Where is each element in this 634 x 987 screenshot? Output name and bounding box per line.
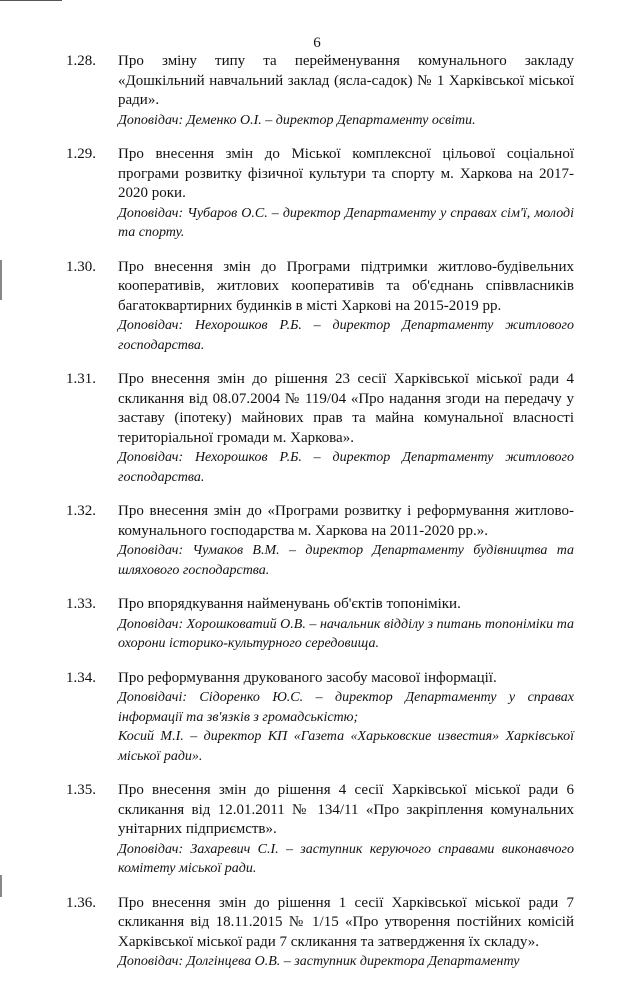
- item-number: 1.34.: [66, 669, 96, 686]
- agenda-item: [66, 781, 574, 879]
- item-title: Про впорядкування найменувань об'єктів топоніміки.: [118, 596, 461, 612]
- scan-edge-mark: [0, 260, 2, 300]
- item-number: 1.36.: [66, 894, 96, 911]
- scan-edge-mark: [0, 875, 2, 897]
- item-body: [118, 595, 574, 654]
- item-speaker: Косий М.І. – директор КП «Газета «Харьковские известия» Харківської міської ради».: [118, 729, 574, 764]
- item-number: 1.35.: [66, 782, 96, 798]
- item-number: 1.31.: [66, 371, 96, 387]
- item-body: [118, 894, 574, 972]
- item-title: Про зміну типу та перейменування комунального закладу «Дошкільний навчальний заклад (ясла-садок) № 1 Харківської міської ради».: [118, 53, 574, 108]
- item-number: 1.33.: [66, 596, 96, 612]
- item-body: [118, 669, 574, 767]
- item-speaker: Доповідач: Долгінцева О.В. – заступник директора Департаменту: [118, 954, 520, 969]
- top-rule: [0, 0, 62, 1]
- agenda-item: [66, 145, 574, 243]
- agenda-item: [66, 502, 574, 580]
- item-body: [118, 52, 574, 130]
- item-title: Про внесення змін до рішення 4 сесії Харківської міської ради 6 скликання від 12.01.2011 № 134/11 «Про закріплення комунальних унітарних підприємств».: [118, 782, 574, 837]
- agenda-item: [66, 669, 574, 767]
- agenda-list: [66, 52, 574, 987]
- item-title: Про внесення змін до «Програми розвитку і реформування житлово-комунального господарства м. Харкова на 2011-2020 рр.».: [118, 503, 574, 539]
- item-number: 1.30.: [66, 258, 96, 275]
- item-number: 1.28.: [66, 53, 96, 69]
- item-body: [118, 258, 574, 356]
- item-title: Про реформування друкованого засобу масової інформації.: [118, 669, 497, 686]
- item-title: Про внесення змін до Програми підтримки житлово-будівельних кооперативів, житлових кооперативів та об'єднань співвласників багатоквартирних будинків в місті Харкові на 2015-2019 рр.: [118, 258, 574, 314]
- item-speaker: Доповідач: Нехорошков Р.Б. – директор Департаменту житлового господарства.: [118, 318, 574, 353]
- item-speaker: Доповідач: Чубаров О.С. – директор Департаменту у справах сім'ї, молоді та спорту.: [118, 205, 574, 240]
- item-number: 1.32.: [66, 503, 96, 519]
- item-speaker: Доповідач: Нехорошков Р.Б. – директор Департаменту житлового господарства.: [118, 450, 574, 485]
- item-speaker: Доповідач: Хорошковатий О.В. – начальник відділу з питань топоніміки та охорони історико-культурного середовища.: [118, 616, 574, 651]
- item-title: Про внесення змін до Міської комплексної цільової соціальної програми розвитку фізичної культури та спорту м. Харкова на 2017-2020 роки.: [118, 146, 574, 201]
- agenda-item: [66, 52, 574, 130]
- agenda-item: [66, 595, 574, 654]
- item-title: Про внесення змін до рішення 23 сесії Харківської міської ради 4 скликання від 08.07.2004 № 119/04 «Про надання згоди на передачу у заставу (іпотеку) майнових прав та майна комунальної власності територіальної громади м. Харкова».: [118, 371, 574, 446]
- item-body: [118, 370, 574, 487]
- item-body: [118, 781, 574, 879]
- item-body: [118, 502, 574, 580]
- item-body: [118, 145, 574, 243]
- item-title: Про внесення змін до рішення 1 сесії Харківської міської ради 7 скликання від 18.11.2015 № 1/15 «Про утворення постійних комісій Харківської міської ради 7 скликання та затвердження їх складу».: [118, 894, 574, 950]
- agenda-item: [66, 370, 574, 487]
- agenda-item: [66, 258, 574, 356]
- item-number: 1.29.: [66, 146, 96, 162]
- item-speaker: Доповідач: Захаревич С.І. – заступник керуючого справами виконавчого комітету міської ради.: [118, 841, 574, 876]
- page-number: 6: [313, 35, 321, 51]
- item-speaker: Доповідач: Чумаков В.М. – директор Департаменту будівництва та шляхового господарства.: [118, 543, 574, 578]
- item-speaker: Доповідачі: Сідоренко Ю.С. – директор Департаменту у справах інформації та зв'язків з громадськістю;: [118, 690, 574, 725]
- item-speaker: Доповідач: Деменко О.І. – директор Департаменту освіти.: [118, 112, 476, 128]
- agenda-item: [66, 894, 574, 972]
